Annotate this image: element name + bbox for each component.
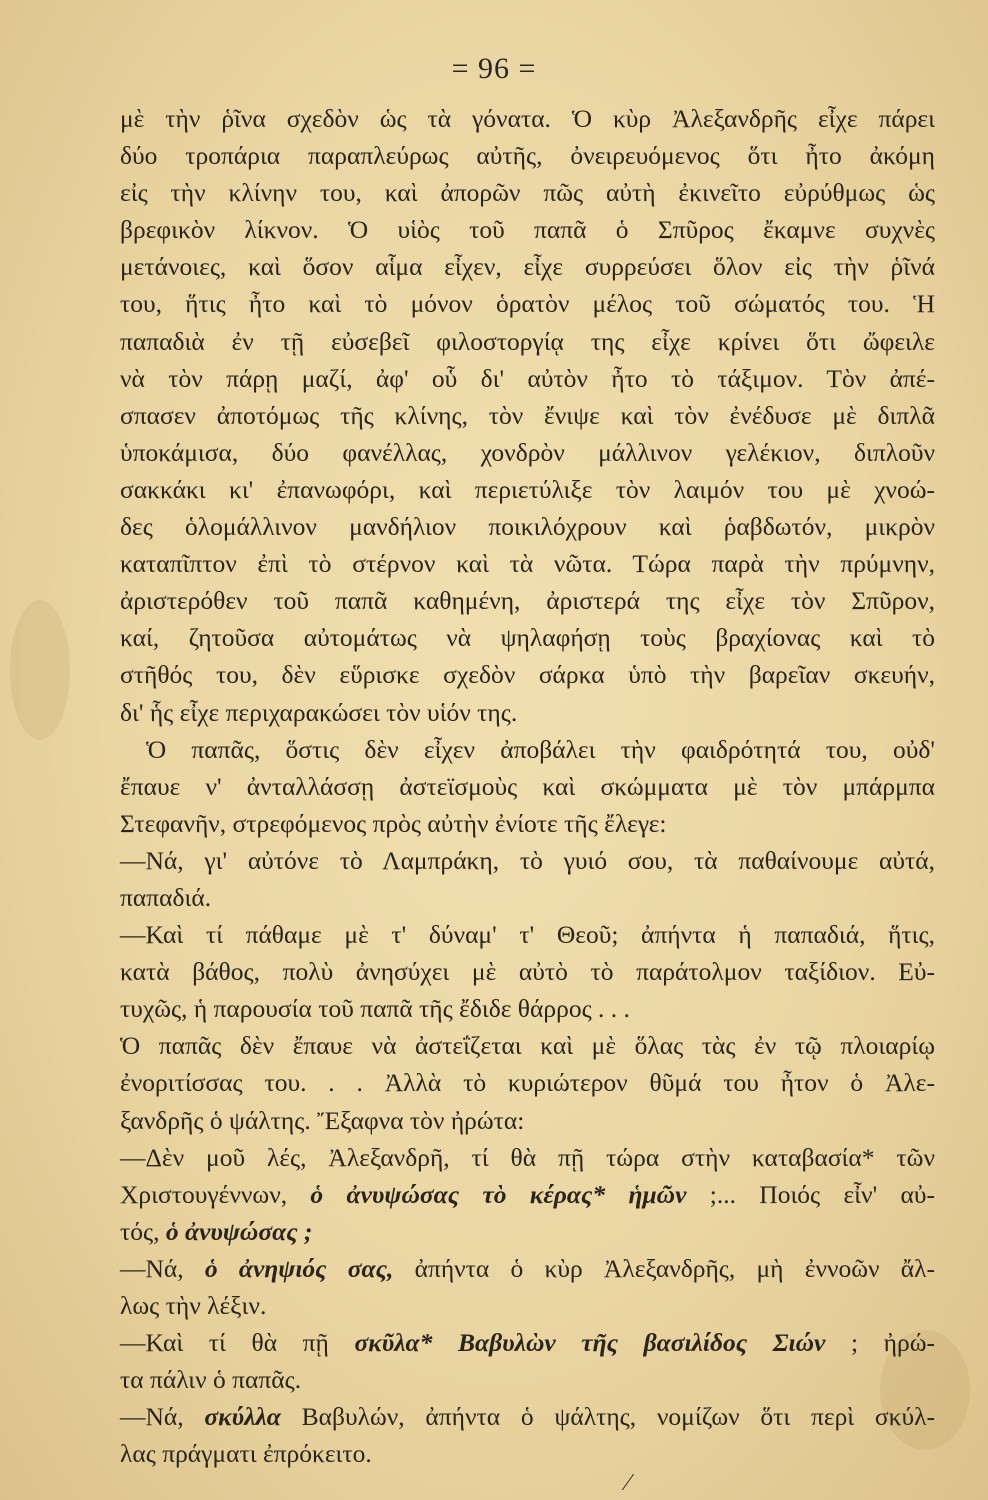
text-line: του, ἥτις ἦτο καὶ τὸ μόνον ὁρατὸν μέλος τοῦ σώματός του. Ἡ — [120, 289, 935, 319]
dialogue-line — [120, 1139, 935, 1176]
text-span: —Νά, — [120, 1402, 205, 1432]
emphasized-text: σκύλλα — [204, 1402, 281, 1432]
text-line: καί, ζητοῦσα αὐτομάτως νὰ ψηλαφήσῃ τοὺς βραχίονας καὶ τὸ — [120, 623, 935, 653]
emphasized-text: ὁ ἀνηψιός σας, — [204, 1253, 394, 1283]
text-line: ἐνοριτίσσας του. . . Ἀλλὰ τὸ κυριώτερον θῦμά του ἦτον ὁ Ἀλε- — [120, 1068, 935, 1098]
text-line: ἔπαυε ν' ἀνταλλάσσῃ ἀστεϊσμοὺς καὶ σκώμματα μὲ τὸν μπάρμπα — [120, 771, 935, 801]
text-span: λας πράγματι ἐπρόκειτο. — [120, 1439, 372, 1469]
text-line: παπαδιὰ ἐν τῇ εὐσεβεῖ φιλοστοργίᾳ της εἶχε κρίνει ὅτι ὤφειλε — [120, 326, 935, 356]
dialogue-line — [120, 1435, 935, 1472]
text-span: ; ἠρώ- — [825, 1328, 935, 1358]
text-line: μετάνοιες, καὶ ὅσον αἷμα εἶχεν, εἶχε συρρεύσει ὅλον εἰς τὴν ῥῖνά — [120, 252, 935, 282]
text-span: Βαβυλών, ἀπήντα ὁ ψάλτης, νομίζων ὅτι περὶ σκύλ- — [280, 1402, 935, 1432]
dialogue-line — [120, 1250, 935, 1287]
text-line: σακκάκι κι' ἐπανωφόρι, καὶ περιετύλιξε τὸν λαιμόν του μὲ χνοώ- — [120, 474, 935, 504]
text-line: βρεφικὸν λίκνον. Ὁ υἱὸς τοῦ παπᾶ ὁ Σπῦρος ἔκαμνε συχνὲς — [120, 215, 935, 245]
paper-stain — [10, 600, 70, 740]
text-line: εἰς τὴν κλίνην του, καὶ ἀπορῶν πῶς αὐτὴ ἐκινεῖτο εὐρύθμως ὡς — [120, 178, 935, 208]
dialogue-line — [120, 1324, 935, 1361]
text-line: παπαδιά. — [120, 882, 212, 912]
text-line: ἀριστερόθεν τοῦ παπᾶ καθημένη, ἀριστερά της εἶχε τὸν Σπῦρον, — [120, 586, 935, 616]
ink-mark-icon: ⁄ — [626, 1470, 631, 1496]
text-line: δι' ἧς εἶχε περιχαρακώσει τὸν υἱόν της. — [120, 697, 518, 727]
dialogue-line — [120, 1176, 935, 1213]
text-span: ἀπήντα ὁ κὺρ Ἀλεξανδρῆς, μὴ ἐννοῶν ἄλ- — [393, 1253, 936, 1283]
text-line: σπασεν ἀποτόμως τῆς κλίνης, τὸν ἔνιψε καὶ τὸν ἐνέδυσε μὲ διπλᾶ — [120, 400, 935, 430]
text-span: λως τὴν λέξιν. — [120, 1291, 267, 1320]
text-line: στῆθός του, δὲν εὕρισκε σχεδὸν σάρκα ὑπὸ τὴν βαρεῖαν σκευήν, — [120, 660, 935, 690]
page-number: = 96 = — [451, 52, 537, 85]
dialogue-line — [120, 1213, 935, 1250]
text-line: δύο τροπάρια παραπλεύρως αὐτῆς, ὀνειρευόμενος ὅτι ἦτο ἀκόμη — [120, 141, 935, 171]
text-line: Ὁ παπᾶς, ὅστις δὲν εἶχεν ἀποβάλει τὴν φαιδρότητά του, οὐδ' — [146, 734, 935, 764]
text-span: Χριστουγέννων, — [120, 1179, 311, 1209]
emphasized-text: σκῦλα* Βαβυλὼν τῆς βασιλίδος Σιών — [354, 1328, 826, 1358]
text-line: νὰ τὸν πάρῃ μαζί, ἀφ' οὗ δι' αὐτὸν ἦτο τὸ τάξιμον. Τὸν ἀπέ- — [120, 363, 935, 393]
text-line: καταπῖπτον ἐπὶ τὸ στέρνον καὶ τὰ νῶτα. Τώρα παρὰ τὴν πρύμνην, — [120, 549, 935, 579]
text-line: ξανδρῆς ὁ ψάλτης. Ἔξαφνα τὸν ἠρώτα: — [120, 1105, 525, 1135]
text-line: Ὁ παπᾶς δὲν ἔπαυε νὰ ἀστεΐζεται καὶ μὲ ὅλας τὰς ἐν τῷ πλοιαρίῳ — [120, 1031, 935, 1061]
text-line: δες ὁλομάλλινον μανδήλιον ποικιλόχρουν καὶ ῥαβδωτόν, μικρὸν — [120, 512, 935, 542]
text-line: —Καὶ τί πάθαμε μὲ τ' δύναμ' τ' Θεοῦ; ἀπήντα ἡ παπαδιά, ἥτις, — [120, 920, 935, 950]
text-line: ὑποκάμισα, δύο φανέλλας, χονδρὸν μάλλινον γελέκιον, διπλοῦν — [120, 437, 935, 467]
text-span: ;... Ποιός εἶν' αὐ- — [686, 1179, 935, 1209]
text-span: τός, — [120, 1216, 166, 1246]
text-span: τα πάλιν ὁ παπᾶς. — [120, 1365, 302, 1395]
dialogue-line — [120, 1398, 935, 1435]
text-line: τυχῶς, ἡ παρουσία τοῦ παπᾶ τῆς ἔδιδε θάρρος . . . — [120, 994, 630, 1024]
text-body — [120, 100, 935, 1472]
text-span: —Καὶ τί θὰ πῇ — [120, 1328, 355, 1358]
text-line: κατὰ βάθος, πολὺ ἀνησύχει μὲ αὐτὸ τὸ παράτολμον ταξίδιον. Εὐ- — [120, 957, 935, 987]
text-span: —Νά, — [120, 1253, 205, 1283]
text-line: —Νά, γι' αὐτόνε τὸ Λαμπράκη, τὸ γυιό σου, τὰ παθαίνουμε αὐτά, — [120, 845, 935, 875]
text-span: —Δὲν μοῦ λές, Ἀλεξανδρῆ, τί θὰ πῇ τώρα στὴν καταβασία* τῶν — [120, 1142, 935, 1172]
emphasized-text: ὁ ἀνυψώσας ; — [165, 1216, 313, 1246]
dialogue-line — [120, 1287, 935, 1324]
text-line: μὲ τὴν ῥῖνα σχεδὸν ὡς τὰ γόνατα. Ὁ κὺρ Ἀλεξανδρῆς εἶχε πάρει — [120, 104, 935, 133]
dialogue-line — [120, 1361, 935, 1398]
emphasized-text: ὁ ἀνυψώσας τὸ κέρας* ἡμῶν — [310, 1179, 687, 1209]
text-line: Στεφανῆν, στρεφόμενος πρὸς αὐτὴν ἐνίοτε τῆς ἔλεγε: — [120, 808, 667, 838]
